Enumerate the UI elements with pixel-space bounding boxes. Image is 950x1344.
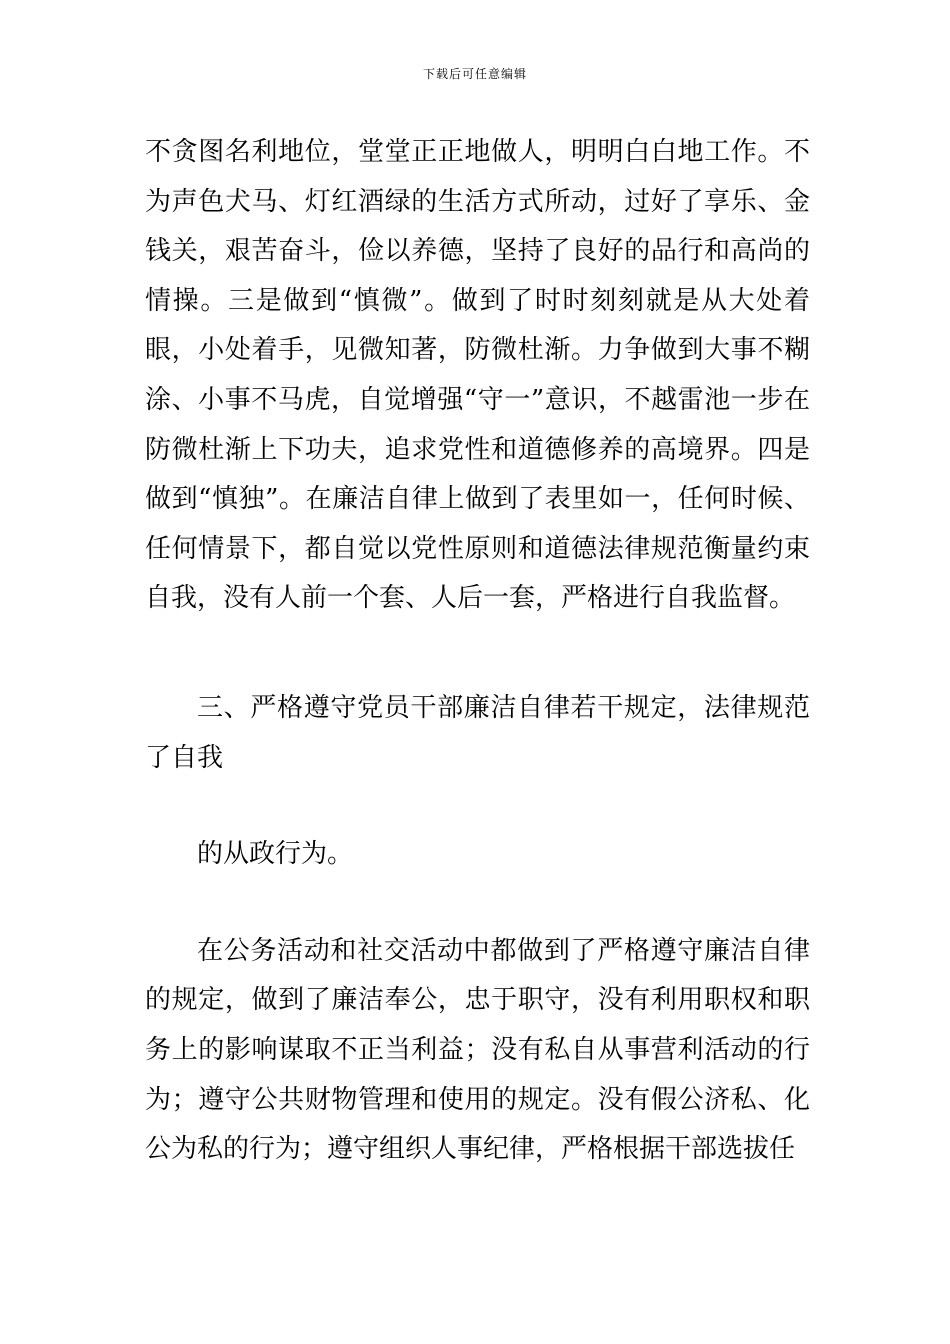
document-body — [145, 128, 810, 1175]
paragraph-public-duties: 在公务活动和社交活动中都做到了严格遵守廉洁自律的规定，做到了廉洁奉公，忠于职守，没有利用职权和职务上的影响谋取不正当利益；没有私自从事营利活动的行为；遵守公共财物管理和使用的规定。没有假公济私、化公为私的行为；遵守组织人事纪律，严格根据干部选拔任 — [145, 935, 810, 1165]
section-heading-continuation: 的从政行为。 — [197, 839, 354, 870]
page-header-note: 下载后可任意编辑 — [422, 67, 527, 81]
section-heading-three: 三、严格遵守党员干部廉洁自律若干规定，法律规范了自我 — [145, 692, 810, 773]
paragraph-continuation: 不贪图名利地位，堂堂正正地做人，明明白白地工作。不为声色犬马、灯红酒绿的生活方式所动，过好了享乐、金钱关，艰苦奋斗，俭以养德，坚持了良好的品行和高尚的情操。三是做到“慎微”。做到了时时刻刻就是从大处着眼，小处着手，见微知著，防微杜渐。力争做到大事不糊涂、小事不马虎，自觉增强“守一”意识，不越雷池一步在防微杜渐上下功夫，追求党性和道德修养的高境界。四是做到“慎独”。在廉洁自律上做到了表里如一，任何时候、任何情景下，都自觉以党性原则和道德法律规范衡量约束自我，没有人前一个套、人后一套，严格进行自我监督。 — [145, 137, 810, 614]
